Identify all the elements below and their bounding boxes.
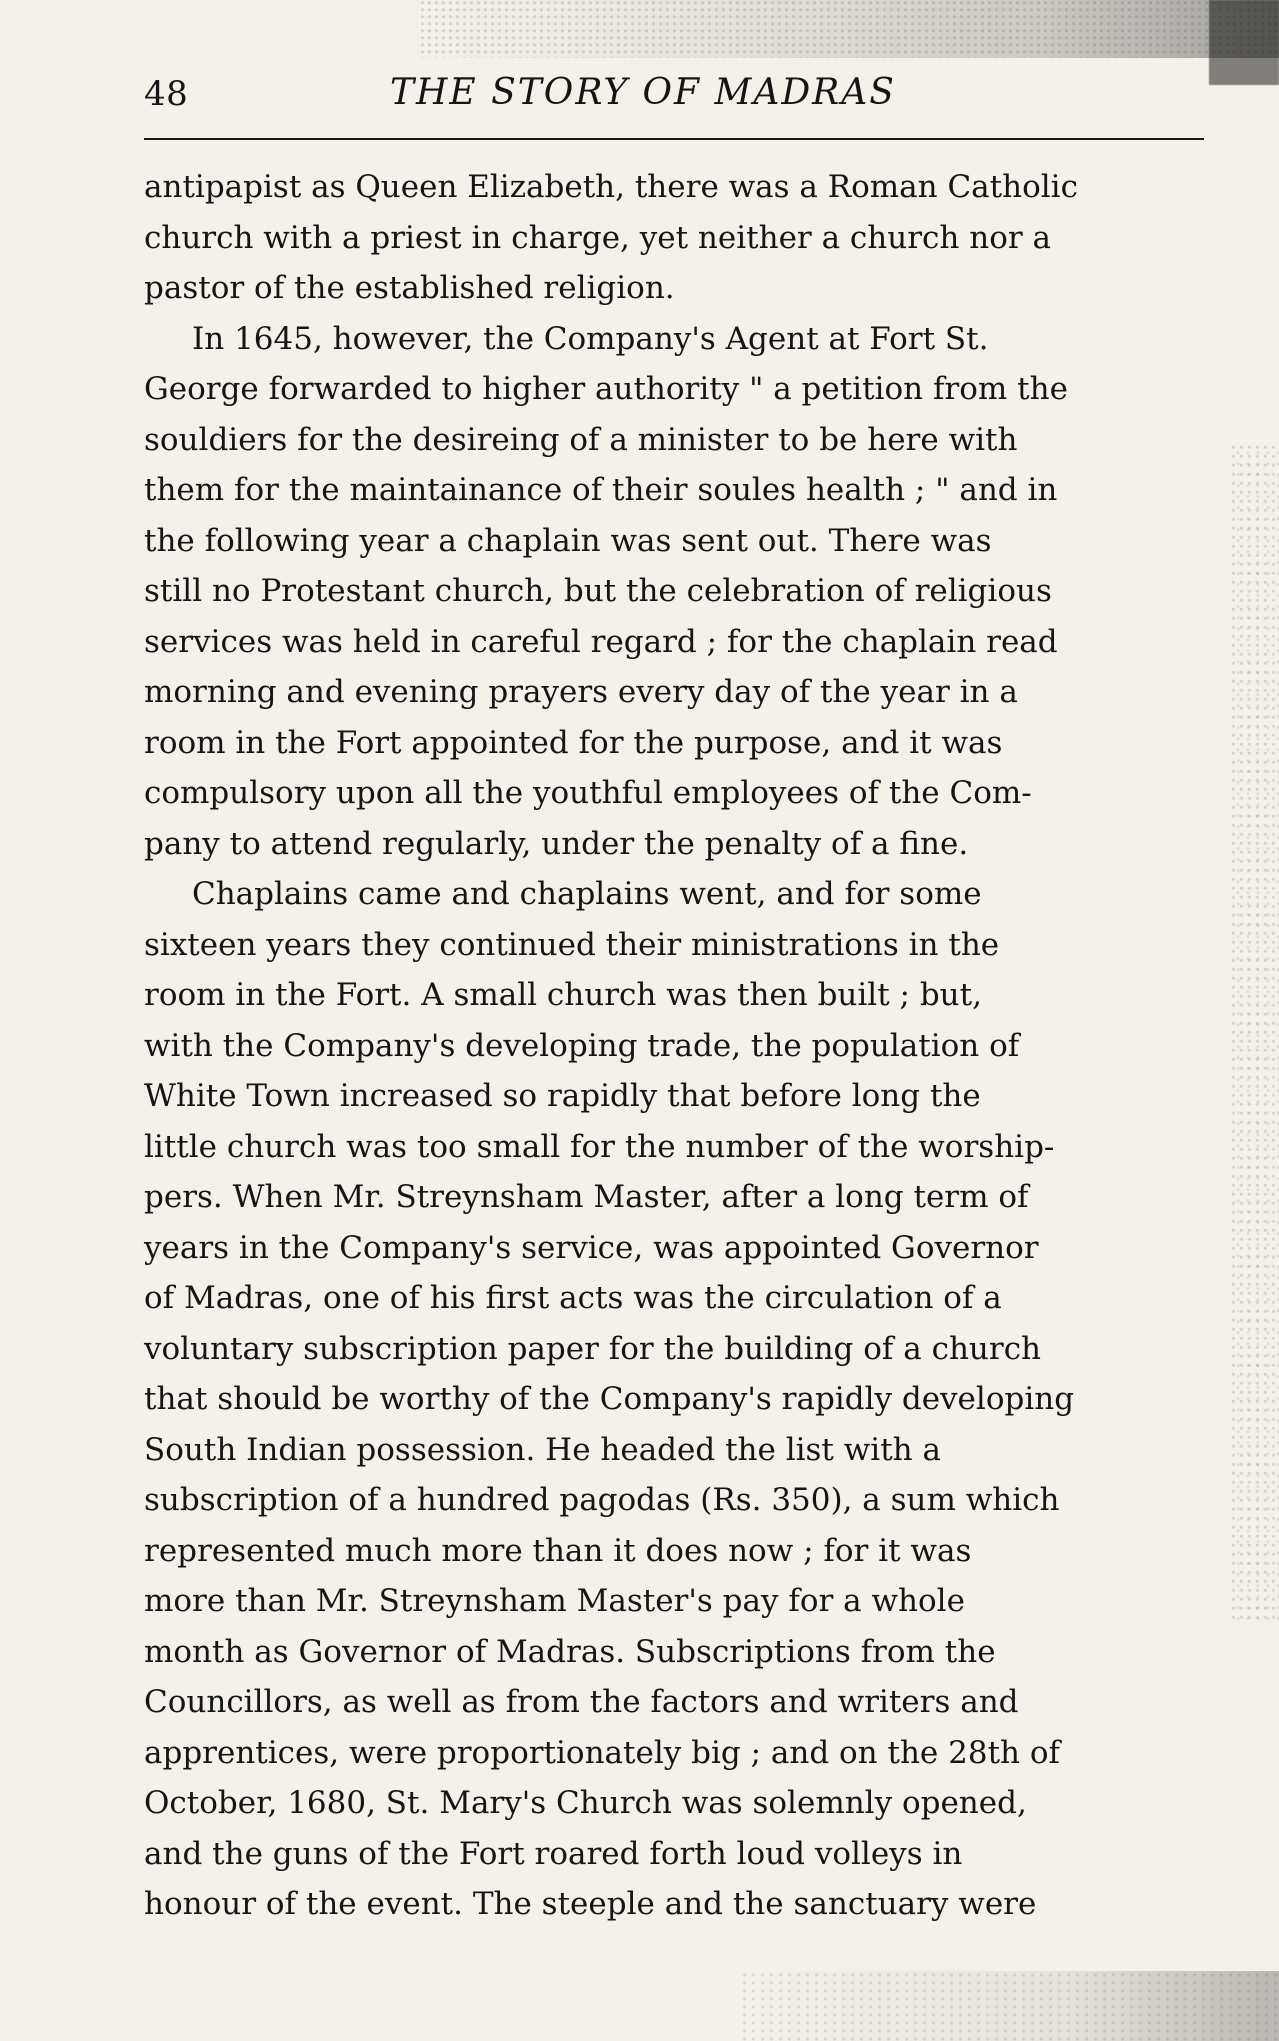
body-line: that should be worthy of the Company's rapidly developing (144, 1381, 1075, 1417)
body-line: years in the Company's service, was appointed Governor (144, 1229, 1039, 1266)
body-line: more than Mr. Streynsham Master's pay for a whole (144, 1583, 965, 1619)
page-number: 48 (144, 74, 189, 114)
body-line: compulsory upon all the youthful employees of the Com- (144, 775, 1032, 811)
body-line: souldiers for the desireing of a minister to be here with (144, 421, 1018, 458)
body-line: and the guns of the Fort roared forth loud volleys in (144, 1835, 963, 1872)
page-header (144, 70, 1204, 136)
body-line: sixteen years they continued their ministrations in the (144, 926, 1000, 963)
body-line: services was held in careful regard ; for the chaplain read (144, 623, 1058, 660)
body-line: South Indian possession. He headed the list with a (144, 1431, 941, 1468)
body-line: church with a priest in charge, yet neither a church nor a (144, 219, 1052, 256)
scan-noise-top-right (1209, 0, 1279, 85)
body-text (144, 162, 1204, 1930)
body-line: pastor of the established religion. (144, 270, 675, 306)
body-line: October, 1680, St. Mary's Church was solemnly opened, (144, 1785, 1027, 1821)
scan-noise-side (1231, 445, 1279, 1625)
body-line: voluntary subscription paper for the building of a church (144, 1330, 1042, 1367)
running-title: THE STORY OF MADRAS (390, 72, 896, 113)
body-line: In 1645, however, the Company's Agent at Fort St. (192, 320, 989, 357)
body-line: morning and evening prayers every day of the year in a (144, 674, 1018, 710)
body-line: Chaplains came and chaplains went, and for some (192, 876, 982, 912)
body-line: apprentices, were proportionately big ; and on the 28th of (144, 1734, 1060, 1771)
scan-noise-bottom (740, 1971, 1279, 2041)
body-line: them for the maintainance of their soules health ; " and in (144, 472, 1058, 508)
body-line: the following year a chaplain was sent out. There was (144, 522, 992, 559)
body-line: of Madras, one of his first acts was the circulation of a (144, 1280, 1002, 1316)
header-rule (144, 138, 1204, 140)
body-line: honour of the event. The steeple and the sanctuary were (144, 1886, 1037, 1922)
body-line: represented much more than it does now ; for it was (144, 1532, 972, 1569)
body-line: White Town increased so rapidly that before long the (144, 1078, 981, 1114)
body-line: antipapist as Queen Elizabeth, there was a Roman Catholic (144, 169, 1078, 205)
body-line: pany to attend regularly, under the penalty of a fine. (144, 825, 969, 862)
body-line: little church was too small for the number of the worship- (144, 1128, 1055, 1165)
scan-noise-top (420, 0, 1279, 58)
body-line: pers. When Mr. Streynsham Master, after a long term of (144, 1179, 1029, 1215)
body-line: room in the Fort appointed for the purpose, and it was (144, 724, 1003, 761)
body-line: with the Company's developing trade, the population of (144, 1027, 1020, 1064)
body-line: room in the Fort. A small church was then built ; but, (144, 977, 982, 1013)
body-line: month as Governor of Madras. Subscriptions from the (144, 1633, 996, 1670)
body-line: George forwarded to higher authority " a petition from the (144, 371, 1068, 407)
body-line: still no Protestant church, but the celebration of religious (144, 573, 1052, 609)
body-line: Councillors, as well as from the factors and writers and (144, 1684, 1019, 1720)
body-line: subscription of a hundred pagodas (Rs. 350), a sum which (144, 1482, 1060, 1518)
